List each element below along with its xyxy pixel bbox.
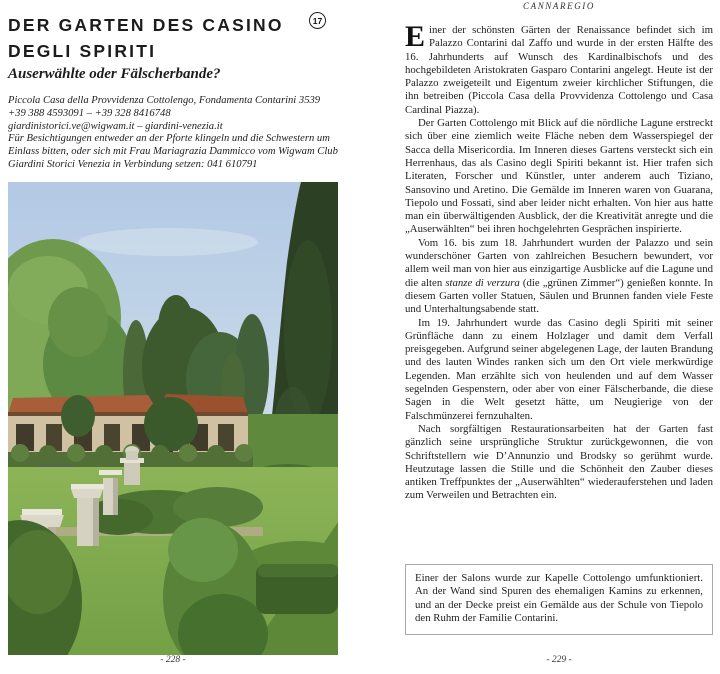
note-box-text: Einer der Salons wurde zur Kapelle Cottolengo umfunktioniert. An der Wand sind Spuren des ehemaligen Kamins zu erkennen, und an der Decke preist ein Gemälde aus der Schule von Tiepolo den Ruhm der Familie Contarini. [415, 572, 703, 624]
note-box [405, 564, 713, 635]
page-title [8, 12, 298, 64]
info-line: +39 388 4593091 – +39 328 8416748 [8, 107, 171, 119]
right-page-number: - 229 - [546, 655, 572, 665]
paragraph: Einer der schönsten Gärten der Renaissance befindet sich im Palazzo Contarini dal Zaffo und wurde in der ersten Hälfte des 16. Jahrhunderts auf Wunsch des Kardinalbischofs und des hochgebildeten Aristokraten Gasparo Contarini angelegt. Heute ist der Palazzo zweigeteilt und Eigentum zweier kirchlicher Stiftungen, die ihn betreiben (Piccola Casa della Provvidenza Cottolengo und Casa Cardinal Piazza). [405, 24, 713, 116]
title-line-2: DEGLI SPIRITI [8, 41, 157, 61]
entry-number-badge [309, 12, 326, 29]
body-text [405, 24, 713, 503]
drop-cap: E [405, 24, 426, 53]
info-block [8, 95, 338, 172]
title-line-1: DER GARTEN DES CASINO [8, 15, 284, 35]
left-page [8, 0, 338, 674]
paragraph: Nach sorgfältigen Restaurationsarbeiten hat der Garten fast gänzlich seine ursprüngliche Struktur zurückgewonnen, die von Schriftstellern wie D’Annunzio und Brodsky so gerühmt wurde. Heutzutage lassen die Stille und die Schönheit den Zauber dieses antiken Treffpunktes der „Auserwählten“ wiederauferstehen und laden zum Verweilen und Betrachten ein. [405, 422, 713, 502]
running-head: CANNAREGIO [523, 1, 595, 11]
info-line: giardinistorici.ve@wigwam.it – giardini-venezia.it [8, 120, 223, 132]
paragraph: Vom 16. bis zum 18. Jahrhundert wurden der Palazzo und sein wunderschöner Garten von zahlreichen Besuchern bewundert, vor allem weil man von hier aus einzigartige Ausblicke auf die Lagune und die alten stanze di verzura (die „grünen Zimmer“) genießen konnte. In diesem Garten voller Statuen, Säulen und Brunnen fanden viele Feste und Unterhaltungsabende statt. [405, 236, 713, 316]
garden-photo [8, 182, 338, 655]
info-line: Piccola Casa della Provvidenza Cottolengo, Fondamenta Contarini 3539 [8, 95, 321, 106]
paragraph: Der Garten Cottolengo mit Blick auf die nördliche Lagune erstreckt sich über eine ziemlich weite Fläche neben dem Wasserspiegel der Sacca della Misericordia. Im Inneren dieses Gartens versteckt sich ein Herrenhaus, das als Casino degli Spiriti bekannt ist. Hier trafen sich Literaten, Forscher und Künstler, unter anderem auch Tiziano, Sansovino und Aretino. Die Gemälde im Inneren waren von Guarana, Tiepolo und Fossati, sind aber leider nicht erhalten. Von hier aus hatte man ein überwältigenden Ausblick, der die Kreativität anregte und die „Auserwählten“ bei ihren hochgelehrten Gesprächen inspirierte. [405, 117, 713, 236]
subtitle: Auserwählte oder Fälscherbande? [8, 66, 221, 82]
info-line: Für Besichtigungen entweder an der Pforte klingeln und die Schwestern um Einlass bitten, oder sich mit Frau Mariagrazia Dammicco vom Wigwam Club Giardini Storici Venezia in Verbindung setzen: 041 610791 [8, 133, 338, 170]
paragraph: Im 19. Jahrhundert wurde das Casino degli Spiriti mit seiner Grünfläche dann zu einem Holzlager und damit dem Verfall preisgegeben. Aufgrund seiner abgelegenen Lage, der lauten Brandung und des lauten Windes ranken sich um den Ort viele merkwürdige Legenden. Man erzählte sich von heulenden und auf dem Wasser segelnden Gespenstern, oder aber von einer Fälscherbande, die diese Sagen in die Welt gesetzt hätte, um Neugierige von der Falschmünzerei fernzuhalten. [405, 316, 713, 422]
entry-number: 17 [312, 15, 323, 26]
right-page [405, 0, 713, 674]
left-page-number: - 228 - [160, 655, 186, 665]
